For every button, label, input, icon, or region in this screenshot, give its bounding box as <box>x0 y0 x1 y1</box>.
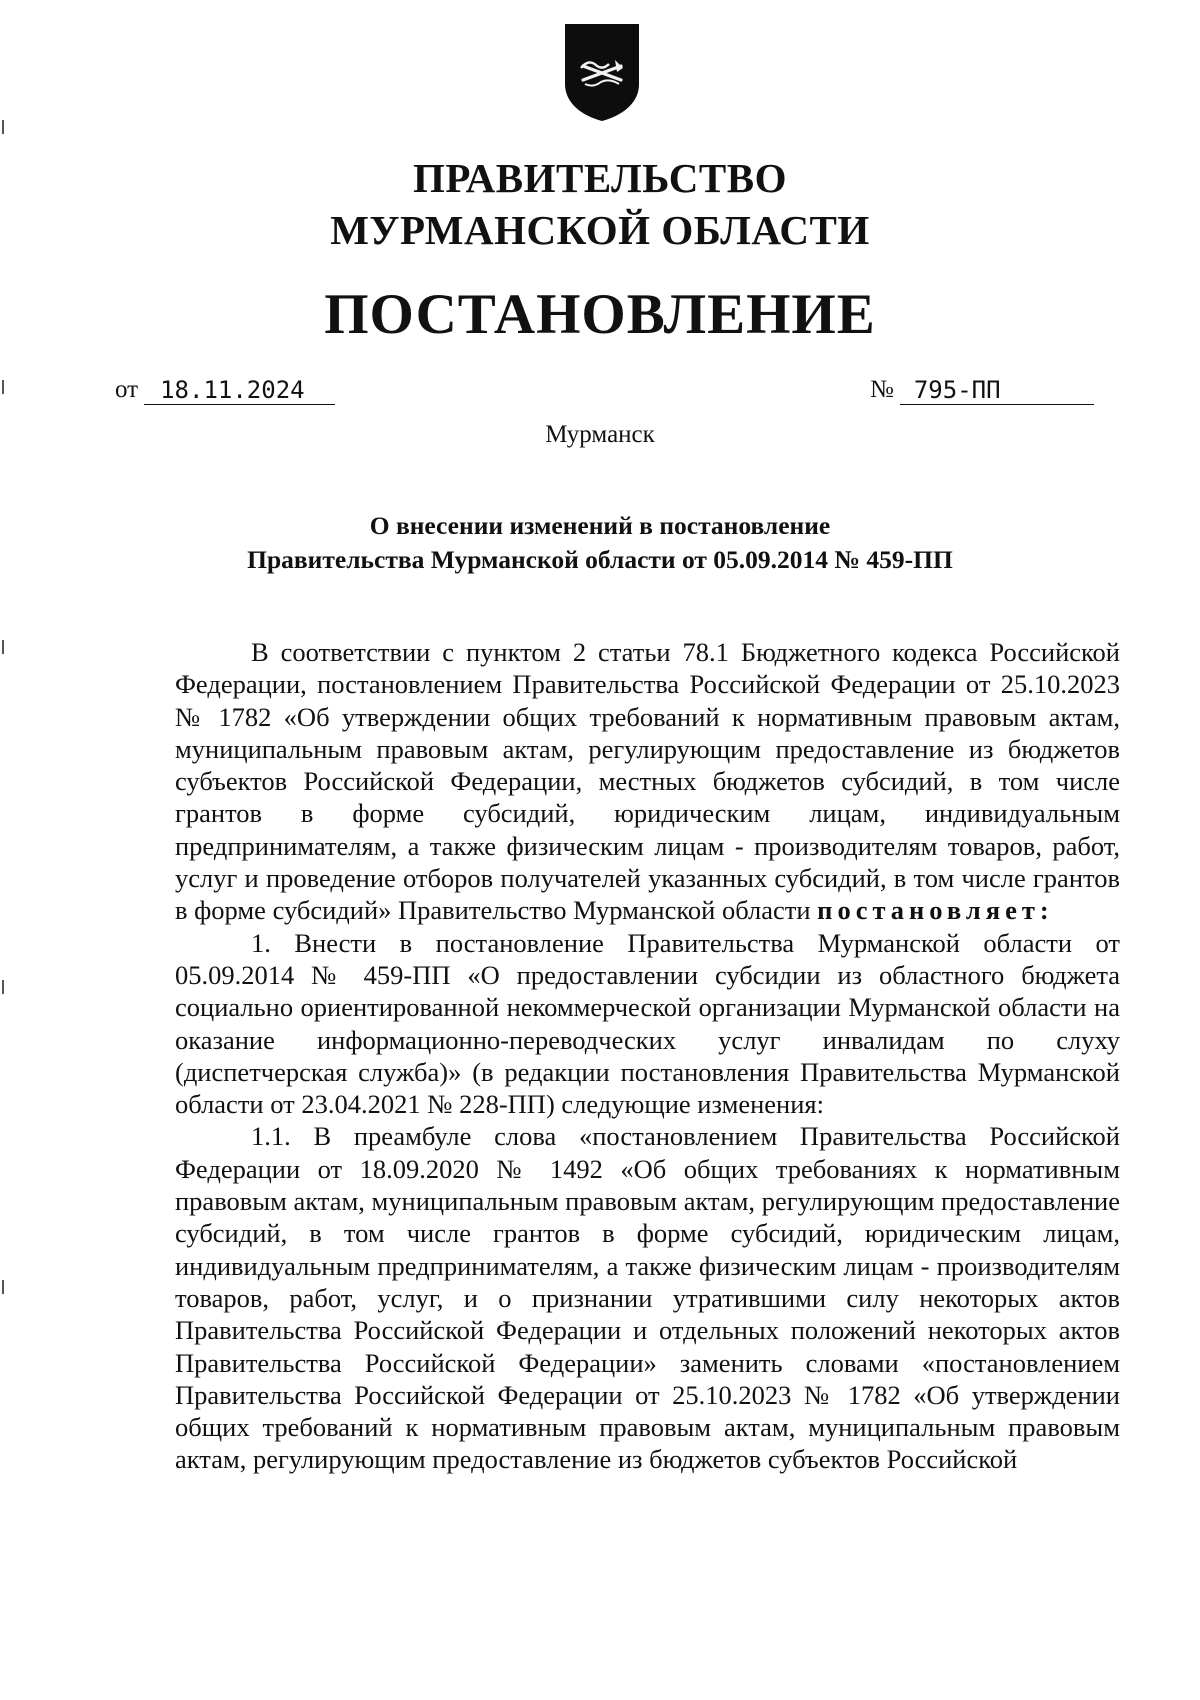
city-label: Мурманск <box>545 421 655 448</box>
organization-title-line1: ПРАВИТЕЛЬСТВО <box>412 155 788 201</box>
document-subject <box>0 509 1200 577</box>
document-number <box>870 375 1094 405</box>
number-prefix-label: № <box>870 376 894 403</box>
number-value: 795-ПП <box>900 376 1094 405</box>
subject-line1: О внесении изменений в постановление <box>369 511 831 540</box>
date-value: 18.11.2024 <box>144 376 335 405</box>
subject-line2: Правительства Мурманской области от 05.09.2014 № 459-ПП <box>247 545 953 574</box>
organization-title <box>0 152 1200 256</box>
body-paragraph-item-1: 1. Внести в постановление Правительства Мурманской области от 05.09.2014 № 459-ПП «О предоставлении субсидии из областного бюджета социально ориентированной некоммерческой организации Мурманской области на оказание информационно-переводческих услуг инвалидам по слуху (диспетчерская служба)» (в редакции постановления Правительства Мурманской области от 23.04.2021 № 228-ПП) следующие изменения: <box>175 927 1120 1120</box>
date-prefix-label: от <box>115 376 139 403</box>
organization-title-line2: МУРМАНСКОЙ ОБЛАСТИ <box>330 207 870 253</box>
body-paragraph-item-1-1: 1.1. В преамбуле слова «постановлением Правительства Российской Федерации от 18.09.2020 № 1492 «Об общих требованиях к нормативным правовым актам, муниципальным правовым актам, регулирующим предоставление субсидий, в том числе грантов в форме субсидий, юридическим лицам, индивидуальным предпринимателям, а также физическим лицам - производителям товаров, работ, услуг, и о признании утратившими силу некоторых актов Правительства Российской Федерации и отдельных положений некоторых актов Правительства Российской Федерации» заменить словами «постановлением Правительства Российской Федерации от 25.10.2023 № 1782 «Об утверждении общих требований к нормативным правовым актам, муниципальным правовым актам, регулирующим предоставление из бюджетов субъектов Российской <box>175 1121 1120 1475</box>
document-type-heading: ПОСТАНОВЛЕНИЕ <box>324 283 876 346</box>
body-paragraph-preamble <box>175 636 1120 927</box>
document-body <box>175 636 1120 1476</box>
coat-of-arms-icon <box>563 22 641 122</box>
preamble-text: В соответствии с пунктом 2 статьи 78.1 Бюджетного кодекса Российской Федерации, постановлением Правительства Российской Федерации от 25.10.2023 № 1782 «Об утверждении общих требований к нормативным правовым актам, муниципальным правовым актам, регулирующим предоставление из бюджетов субъектов Российской Федерации, местных бюджетов субсидий, в том числе грантов в форме субсидий, юридическим лицам, индивидуальным предпринимателям, а также физическим лицам - производителям товаров, работ, услуг и проведение отборов получателей указанных субсидий, в том числе грантов в форме субсидий» Правительство Мурманской области <box>175 637 1120 926</box>
decree-word: постановляет: <box>817 895 1054 926</box>
document-date <box>115 375 335 405</box>
